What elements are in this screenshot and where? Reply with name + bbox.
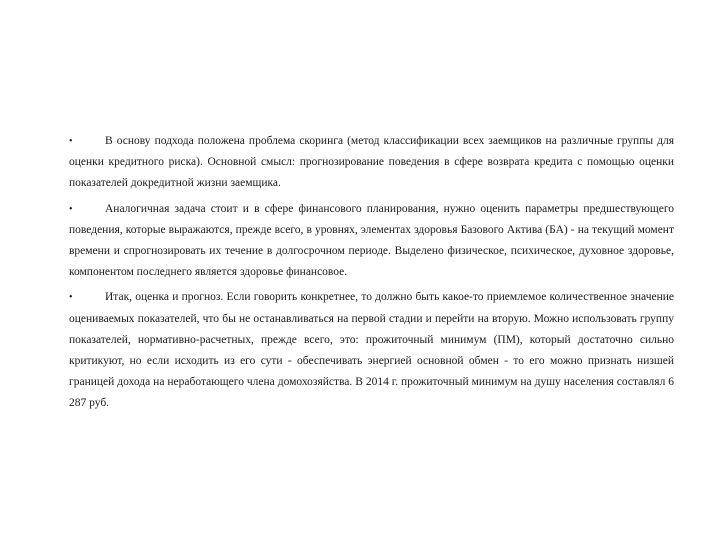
- text-body: [69, 131, 674, 419]
- paragraph-subsistence-minimum: [69, 287, 674, 414]
- paragraph-text: Аналогичная задача стоит и в сфере финансового планирования, нужно оценить параметры предшествующего поведения, которые выражаются, прежде всего, в уровнях, элементах здоровья Базового Актива (БА) - на текущий момент времени и спрогнозировать их течение в долгосрочном периоде. Выделено физическое, психическое, духовное здоровье, компонентом последнего является здоровье финансовое.: [69, 202, 674, 279]
- bullet-icon: •: [69, 203, 73, 215]
- paragraph-text: В основу подхода положена проблема скоринга (метод классификации всех заемщиков на различные группы для оценки кредитного риска). Основной смысл: прогнозирование поведения в сфере возврата кредита с помощью оценки показателей докредитной жизни заемщика.: [69, 135, 674, 190]
- paragraph-financial-planning: [69, 199, 674, 284]
- bullet-icon: •: [69, 136, 73, 147]
- bullet-icon: •: [69, 292, 73, 304]
- paragraph-scoring: [69, 131, 674, 195]
- paragraph-text: Итак, оценка и прогноз. Если говорить конкретнее, то должно быть какое-то приемлемое количественное значение оцениваемых показателей, что бы не останавливаться на первой стадии и перейти на вторую. Можно использовать группу показателей, нормативно-расчетных, прежде всего, это: прожиточный минимум (ПМ), который достаточно сильно критикуют, но если исходить из его сути - обеспечивать энергией основной обмен - то его можно признать низшей границей дохода на неработающего члена домохозяйства. В 2014 г. прожиточный минимум на душу населения составлял 6 287 руб.: [69, 291, 674, 410]
